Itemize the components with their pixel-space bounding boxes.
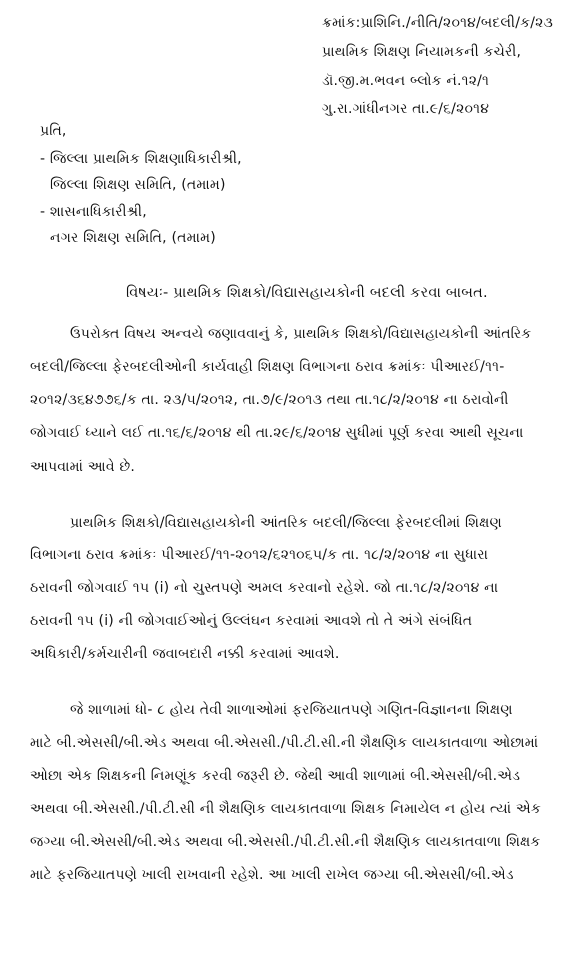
paragraph-3-line: માટે બી.એસસી/બી.એડ અથવા બી.એસસી./પી.ટી.સી.ની શૈક્ષણિક લાયકાતવાળા ઓછામાં <box>30 735 539 751</box>
paragraph-1-line: બદલી/જિલ્લા ફેરબદલીઓની કાર્યવાહી શિક્ષણ વિભાગના ઠરાવ ક્રમાંકઃ પીઆરઈ/૧૧- <box>30 359 505 375</box>
recipient-line-4: નગર શિક્ષણ સમિતિ, (તમામ) <box>50 230 216 246</box>
paragraph-3-line: માટે ફરજિયાતપણે ખાલી રાખવાની રહેશે. આ ખાલી રાખેલ જગ્યા બી.એસસી/બી.એડ <box>30 867 514 883</box>
paragraph-3-line: ઓછા એક શિક્ષકની નિમણૂંક કરવી જરૂરી છે. જેથી આવી શાળામાં બી.એસસી/બી.એડ <box>30 768 521 784</box>
paragraph-2-line: ઠરાવની જોગવાઈ ૧૫ (i) નો ચુસ્તપણે અમલ કરવાનો રહેશે. જો તા.૧૮/૨/૨૦૧૪ ના <box>30 580 499 596</box>
paragraph-1-line: ઉપરોક્ત વિષય અન્વયે જણાવવાનું કે, પ્રાથમિક શિક્ષકો/વિદ્યાસહાયકોની આંતરિક <box>70 326 532 342</box>
paragraph-3-line: અથવા બી.એસસી./પી.ટી.સી ની શૈક્ષણિક લાયકાતવાળા શિક્ષક નિમાયેલ ન હોય ત્યાં એક <box>30 801 541 817</box>
paragraph-1-line: આપવામાં આવે છે. <box>30 459 136 475</box>
salutation: પ્રતિ, <box>40 123 67 139</box>
paragraph-1-line: જોગવાઈ ધ્યાને લઈ તા.૧૬/૬/૨૦૧૪ થી તા.૨૯/૬/૨૦૧૪ સુધીમાં પૂર્ણ કરવા આથી સૂચના <box>30 425 524 441</box>
paragraph-2-line: ઠરાવની ૧૫ (i) ની જોગવાઈઓનું ઉલ્લંઘન કરવામાં આવશે તો તે અંગે સંબંધિત <box>30 613 473 629</box>
recipient-line-1: - જિલ્લા પ્રાથમિક શિક્ષણાધિકારીશ્રી, <box>40 151 242 167</box>
reference-number: ક્રમાંક:પ્રાશિનિ./નીતિ/૨૦૧૪/બદલી/ક/૨૩ <box>322 15 554 31</box>
subject-line: વિષયઃ- પ્રાથમિક શિક્ષકો/વિદ્યાસહાયકોની બદલી કરવા બાબત. <box>126 285 488 301</box>
paragraph-2-line: અધિકારી/કર્મચારીની જવાબદારી નક્કી કરવામાં આવશે. <box>30 646 340 662</box>
date-line: ગુ.રા.ગાંધીનગર તા.૯/૬/૨૦૧૪ <box>322 101 490 117</box>
office-name: પ્રાથમિક શિક્ષણ નિયામકની કચેરી, <box>322 44 522 60</box>
paragraph-3-line: જે શાળામાં ધો- ૮ હોય તેવી શાળાઓમાં ફરજિયાતપણે ગણિત-વિજ્ઞાનના શિક્ષણ <box>70 702 513 718</box>
paragraph-3-line: જગ્યા બી.એસસી/બી.એડ અથવા બી.એસસી./પી.ટી.સી.ની શૈક્ષણિક લાયકાતવાળા શિક્ષક <box>30 834 541 850</box>
paragraph-2-line: પ્રાથમિક શિક્ષકો/વિદ્યાસહાયકોની આંતરિક બદલી/જિલ્લા ફેરબદલીમાં શિક્ષણ <box>70 515 502 531</box>
recipient-line-3: - શાસનાધિકારીશ્રી, <box>40 204 147 220</box>
recipient-line-2: જિલ્લા શિક્ષણ સમિતિ, (તમામ) <box>50 177 226 193</box>
office-address: ડૉ.જી.મ.ભવન બ્લોક નં.૧૨/૧ <box>322 73 490 89</box>
paragraph-1-line: ૨૦૧૨/૩૬૪૭૭૬/ક તા. ૨૩/૫/૨૦૧૨, તા.૭/૯/૨૦૧૩ તથા તા.૧૮/૨/૨૦૧૪ ના ઠરાવોની <box>30 392 509 408</box>
paragraph-2-line: વિભાગના ઠરાવ ક્રમાંકઃ પીઆરઈ/૧૧-૨૦૧૨/૬૨૧૦૬૫/ક તા. ૧૮/૨/૨૦૧૪ ના સુધારા <box>30 547 489 563</box>
